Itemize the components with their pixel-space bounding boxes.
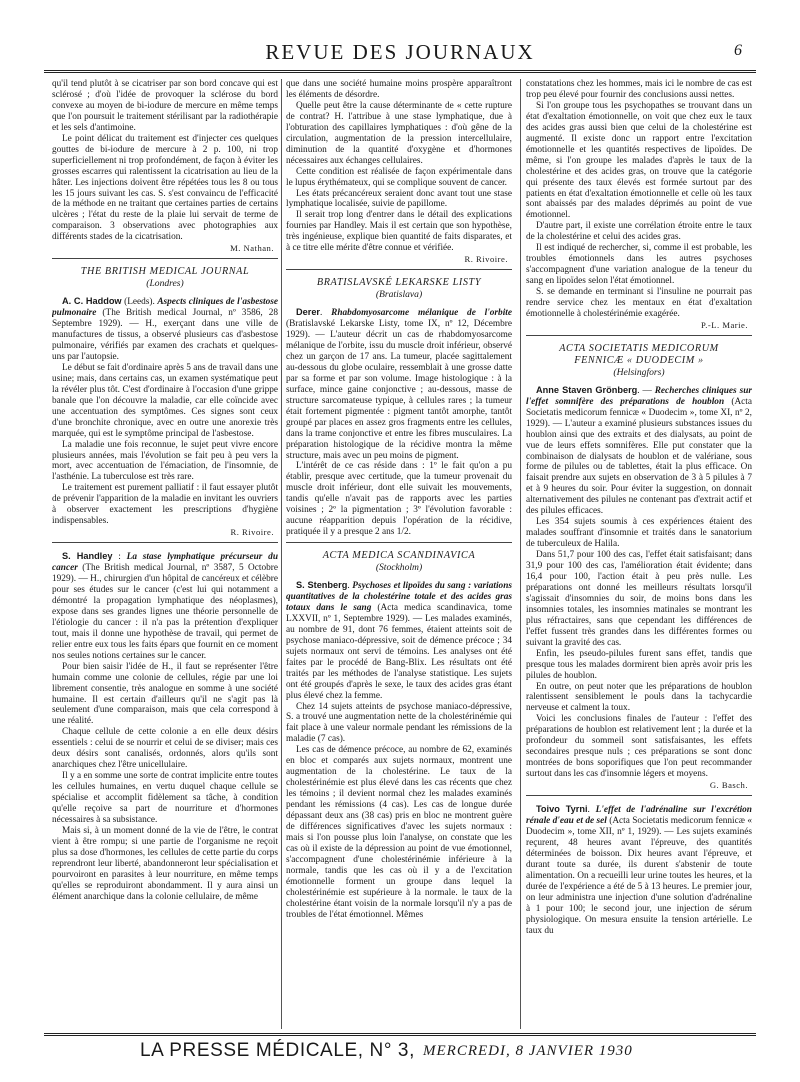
journal-place: (Bratislava) bbox=[375, 289, 423, 301]
article-title: Rhabdomyosarcome mélanique de l'orbite bbox=[331, 308, 512, 319]
page-number: 6 bbox=[734, 42, 742, 59]
article-abstract: Anne Staven Grönberg. — Recherches cliniques sur l'effet somnifère des préparations de houblon (Acta Societatis medicorum fennicæ « Duodecim », tome XI, nº 2, 1929). — L'auteur a examiné plusieurs substances issues du houblon ainsi que des extraits et des dialysats, au point de vue de leurs effets somnifères. Elle put constater que la combinaison de dialysats de houblon et de valériane, sous forme de pilules ou de tablettes, était la plus efficace. On faisait prendre aux sujets en observation de 3 à 5 pilules à 7 et à 9 heures du soir. Pour éviter la suggestion, on donnait alternativement des pilules ne contenant pas d'extrait actif et des pilules efficaces. bbox=[526, 384, 752, 517]
article-author: Toivo Tyrni bbox=[536, 804, 588, 815]
journal-place: (Londres) bbox=[146, 278, 184, 290]
header-rule bbox=[44, 70, 756, 73]
column-1 bbox=[52, 79, 278, 1029]
page-header bbox=[44, 40, 756, 66]
article-title: Aspects cliniques de l'asbestose pulmonaire bbox=[52, 297, 278, 319]
journal-title: ACTA SOCIETATIS MEDICORUM bbox=[559, 342, 719, 354]
paragraph: D'autre part, il existe une corrélation étroite entre le taux de la cholestérine et celui des acides gras. bbox=[526, 221, 752, 243]
article-abstract: S. Stenberg. Psychoses et lipoïdes du sang : variations quantitatives de la cholestérine totale et des acides gras totaux dans le sang (Acta medica scandinavica, tome LXXVII, nº 1, Septembre 1929). — Les malades examinés, au nombre de 91, dont 76 femmes, étaient atteints soit de psychose maniaco-dépressive, soit de démence précoce ; 34 sujets normaux ont servi de témoins. Les analyses ont été faites par le procédé de Bang-Blix. Les résultats ont été traités par les méthodes de l'analyse statistique. Les sujets ont été groupés d'après le sexe, le taux des acides gras étant plus élevé chez la femme. bbox=[286, 580, 512, 701]
article-abstract: Derer. Rhabdomyosarcome mélanique de l'orbite (Bratislavské Lekarske Listy, tome IX, nº 12, Décembre 1929). — L'auteur décrit un cas de rhabdomyosarcome mélanique de l'orbite, issu du muscle droit inférieur, observé chez un garçon de 17 ans. La tumeur, placée sagittalement au-dessous du globe oculaire, ressemblait à une grosse datte par sa forme et par son volume. Image histologique : à la surface, mince gaine conjonctive ; au-dessous, masse de structure sarcomateuse typique, à cellules rares ; la tumeur était fortement pigmentée : pigment tantôt amorphe, tantôt groupé par places en assez gros fragments entre les cellules, dans la trame conjonctive et entre les fibres musculaires. La préparation histologique de la récidive montra la même structure, mais avec un peu moins de pigment. bbox=[286, 307, 512, 461]
footer-journal: LA PRESSE MÉDICALE, N° 3, bbox=[140, 1040, 415, 1061]
article-reference: (Acta Societatis medicorum fennicæ « Duodecim », tome XI, nº 2, 1929). — L'auteur a examiné plusieurs substances issues du houblon ainsi que des extraits et des dialysats, au point de vue de leurs effets somnifères. Elle put constater que la combinaison de dialysats de houblon et de valériane, sous forme de pilules ou de tablettes, était la plus efficace. On faisait prendre aux sujets en observation de 3 à 5 pilules à 7 et à 9 heures du soir. Pour éviter la suggestion, on donnait alternativement des pilules ne contenant pas d'extrait actif et des pilules efficaces. bbox=[526, 396, 752, 517]
paragraph: Cette condition est réalisée de façon expérimentale dans le lupus érythémateux, qui se complique souvent de cancer. bbox=[286, 166, 512, 188]
signature: R. Rivoire. bbox=[464, 254, 508, 265]
article-abstract: Toivo Tyrni. L'effet de l'adrénaline sur l'excrétion rénale d'eau et de sel (Acta Societatis medicorum fennicæ « Duodecim », tome XII, nº 1, 1929). — Les sujets examinés reçurent, 48 heures avant l'épreuve, des quantités déterminées de boisson. Dix heures avant l'épreuve, et durant toute sa durée, ils durent s'abstenir de toute alimentation. On a recueilli leur urine toutes les heures, et la durée de l'expérience a été de 5 à 13 heures. Le premier jour, on leur administra une injection d'une solution d'adrénaline à 1 pour 100; le second jour, une injection de sérum physiologique. On mesura ensuite la tension artérielle. Le taux du bbox=[526, 804, 752, 936]
signature: G. Basch. bbox=[709, 780, 748, 791]
paragraph: Chaque cellule de cette colonie a en elle deux désirs essentiels : celui de se nourrir et celui de se diviser; mais ces deux désirs sont canalisés, ordonnés, alors qu'ils sont anarchiques chez l'être unicellulaire. bbox=[52, 727, 278, 771]
paragraph: Il serait trop long d'entrer dans le détail des explications fournies par Handley. Mais il est certain que son hypothèse, très ingénieuse, explique bien quantité de faits disparates, et à ce titre elle mérite d'être connue et vérifiée. bbox=[286, 210, 512, 254]
page-footer bbox=[44, 1040, 756, 1070]
journal-place: (Helsingfors) bbox=[613, 366, 665, 378]
article-reference: (Bratislavské Lekarske Listy, tome IX, nº 12, Décembre 1929). — L'auteur décrit un cas de rhabdomyosarcome mélanique de l'orbite, issu du muscle droit inférieur, observé chez un garçon de 17 ans. La tumeur, placée sagittalement au-dessous du globe oculaire, ressemblait à une grosse datte par sa forme et par son volume. Image histologique : à la surface, mince gaine conjonctive ; au-dessous, masse de structure sarcomateuse typique, à cellules rares ; la tumeur était fortement pigmentée : pigment tantôt amorphe, tantôt groupé par places en assez gros fragments entre les cellules, dans la trame conjonctive et entre les fibres musculaires. La préparation histologique de la récidive montra la même structure, mais avec un peu moins de pigment. bbox=[286, 319, 512, 461]
paragraph: qu'il tend plutôt à se cicatriser par son bord concave qui est sclérosé ; d'où l'idée de provoquer la sclérose du bord convexe au moyen de bi-iodure de mercure en même temps que l'on poursuit le traitement stérilisant par la radiothérapie et les sels d'antimoine. bbox=[52, 79, 278, 133]
column-3 bbox=[526, 79, 752, 1029]
signature: M. Nathan. bbox=[230, 243, 274, 254]
paragraph: L'intérêt de ce cas réside dans : 1º le fait qu'on a pu établir, presque avec certitude, que la tumeur provenait du muscle droit inférieur, dont elle suivait les mouvements, tandis qu'elle n'avait pas de rapports avec les parties voisines ; 2º la pigmentation ; 3º l'évolution favorable : aucune réapparition depuis l'opération de la récidive, pratiquée il y a presque 2 ans 1/2. bbox=[286, 461, 512, 538]
column-divider bbox=[520, 79, 521, 1029]
section-divider bbox=[286, 542, 512, 543]
paragraph: Pour bien saisir l'idée de H., il faut se représenter l'être humain comme une colonie de cellules, régie par une loi librement consentie, très analogue en somme à une société humaine. Il est certain d'ailleurs qu'il ne s'agit pas là seulement d'une comparaison, mais que cela correspond à une réalité. bbox=[52, 661, 278, 727]
article-title: L'effet de l'adrénaline sur l'excrétion rénale d'eau et de sel bbox=[526, 805, 752, 826]
article-author: Derer bbox=[296, 307, 321, 318]
journal-title-line-2: FENNICÆ « DUODECIM » bbox=[574, 354, 704, 366]
paragraph: constatations chez les hommes, mais ici le nombre de cas est trop peu élevé pour fournir des conclusions aussi nettes. bbox=[526, 79, 752, 100]
paragraph: Il y a en somme une sorte de contrat implicite entre toutes les cellules humaines, en vertu duquel chaque cellule se spécialise et accomplit fidèlement sa tâche, à condition qu'elle reçoive sa part de nourriture et d'hormones nécessaires à sa subsistance. bbox=[52, 771, 278, 825]
article-author: Anne Staven Grönberg bbox=[536, 384, 638, 395]
article-title: Recherches cliniques sur l'effet somnifère des préparations de houblon bbox=[526, 385, 752, 407]
paragraph: Les états précancéreux seraient donc avant tout une stase lymphatique localisée, suivie de papillome. bbox=[286, 188, 512, 210]
journal-title: BRATISLAVSKÉ LEKARSKE LISTY bbox=[316, 277, 482, 289]
paragraph: Voici les conclusions finales de l'auteur : l'effet des préparations de houblon est relativement lent ; la durée et la profondeur du sommeil sont satisfaisantes, les effets secondaires presque nuls ; ces préparations se sont donc montrées de bons soporifiques que l'on peut recommander surtout dans les cas d'insomnie légers et moyens. bbox=[526, 714, 752, 780]
paragraph: Le début se fait d'ordinaire après 5 ans de travail dans une usine; mais, dans certains cas, un examen systématique peut la révéler plus tôt. C'est d'ordinaire à l'occasion d'une grippe banale que l'on découvre la maladie, car elle coïncide avec une accentuation des symptômes. Ces signes sont ceux d'une bronchite chronique, avec en outre une anorexie très marquée, qui est le symptôme principal de l'asbestose. bbox=[52, 362, 278, 439]
section-divider bbox=[52, 258, 278, 259]
paragraph: La maladie une fois reconnue, le sujet peut vivre encore plusieurs années, mais l'évolution se fait peu à peu vers la mort, avec accentuation de l'émaciation, de l'insomnie, de l'asthénie. La tuberculose est très rare. bbox=[52, 439, 278, 483]
article-author: S. Handley bbox=[62, 551, 113, 562]
journal-title: THE BRITISH MEDICAL JOURNAL bbox=[80, 266, 250, 278]
paragraph: Dans 51,7 pour 100 des cas, l'effet était satisfaisant; dans 31,9 pour 100 des cas, l'amélioration était évidente; dans 16,4 pour 100, l'action était à peu près nulle. Les préparations ont donné les meilleurs résultats lorsqu'il s'agissait d'insomnies du soir, de moins bons dans les insomnies totales, les insomnies matinales se montrant les plus réfractaires, sans que cependant les différences de l'effet fussent très grandes dans les différentes formes ou suivant la gravité des cas. bbox=[526, 550, 752, 648]
article-reference: (The British medical Journal, nº 3587, 5 Octobre 1929). — H., chirurgien d'un hôpital de cancéreux et célèbre pour ses études sur le cancer (c'est lui qui notamment a démontré la propagation lymphatique des néoplasmes), expose dans ses grandes lignes une théorie personnelle de l'étiologie du cancer : il n'a pas la prétention d'expliquer tout, mais il donne une hypothèse de travail, qui permet de relier entre eux tous les faits épars que fournit en ce moment nos seules notions certaines sur le cancer. bbox=[52, 563, 278, 661]
paragraph: Les 354 sujets soumis à ces expériences étaient des malades souffrant d'insomnie et traités dans le sanatorium de tuberculeux de Halila. bbox=[526, 517, 752, 550]
article-reference: (Acta Societatis medicorum fennicæ « Duodecim », tome XII, nº 1, 1929). — Les sujets examinés reçurent, 48 heures avant l'épreuve, des quantités déterminées de boisson. Dix heures avant l'épreuve, et durant toute sa durée, ils durent s'abstenir de toute alimentation. On a recueilli leur urine toutes les heures, et la durée de l'expérience a été de 5 à 13 heures. Le premier jour, on leur administra une injection d'une solution d'adrénaline à 1 pour 100; le second jour, une injection de sérum physiologique. On mesura ensuite la tension artérielle. Le taux du bbox=[526, 816, 752, 936]
footer-rule bbox=[44, 1033, 756, 1036]
paragraph: Enfin, les pseudo-pilules furent sans effet, tandis que presque tous les malades dormirent bien après avoir pris les pilules de houblon. bbox=[526, 648, 752, 681]
paragraph: Si l'on groupe tous les psychopathes se trouvant dans un état d'exaltation émotionnelle, on voit que chez eux le taux des acides gras aussi bien que celui de la cholestérine est augmenté. Il existe donc un rapport entre l'excitation émotionnelle et les quantités respectives de lipoïdes. De même, si l'on groupe les malades d'après le taux de la cholestérine et des acides gras, on trouve que la catégorie qui présente des taux élevés est formée surtout par des patients en état d'exaltation émotionnelle et celle où les taux sont abaissés par des malades déprimés au point de vue émotionnel. bbox=[526, 100, 752, 221]
section-divider bbox=[52, 542, 278, 543]
footer-date: MERCREDI, 8 JANVIER 1930 bbox=[423, 1043, 633, 1059]
article-title: Psychoses et lipoïdes du sang : variations quantitatives de la cholestérine totale et des acides gras totaux dans le sang bbox=[286, 581, 512, 613]
article-reference: (The British medical Journal, nº 3586, 28 Septembre 1929). — H., exerçant dans une ville de manufactures de tissus, a observé plusieurs cas d'asbestose pulmonaire, vérifiés par examen des crachats et quelques-uns par l'autopsie. bbox=[52, 308, 278, 362]
paragraph: Mais si, à un moment donné de la vie de l'être, le contrat vient à être rompu; si une partie de l'organisme ne reçoit plus sa dose d'hormones, les cellules de cette partie du corps reprendront leur liberté, abandonneront leur spécialisation et pourvoiront en parasites à leur nourriture, en même temps qu'elles se reproduiront abondamment. Il y aura ainsi un élément anarchique dans la colonie cellulaire, de même bbox=[52, 825, 278, 902]
paragraph: En outre, on peut noter que les préparations de houblon ralentissent sensiblement le pouls dans la tachycardie nerveuse et calment la toux. bbox=[526, 681, 752, 714]
article-author: S. Stenberg bbox=[296, 580, 348, 591]
section-divider bbox=[286, 269, 512, 270]
article-abstract: S. Handley : La stase lymphatique précurseur du cancer (The British medical Journal, nº 3587, 5 Octobre 1929). — H., chirurgien d'un hôpital de cancéreux et célèbre pour ses études sur le cancer (c'est lui qui notamment a démontré la propagation lymphatique des néoplasmes), expose dans ses grandes lignes une théorie personnelle de l'étiologie du cancer : il n'a pas la prétention d'expliquer tout, mais il donne une hypothèse de travail, qui permet de relier entre eux tous les faits épars que fournit en ce moment nos seules notions certaines sur le cancer. bbox=[52, 551, 278, 661]
signature: P.-L. Marie. bbox=[700, 319, 748, 330]
article-author: A. C. Haddow bbox=[62, 296, 122, 307]
paragraph: Quelle peut être la cause déterminante de « cette rupture de contrat? H. l'attribue à une stase lymphatique, due à l'obturation des capillaires lymphatiques : d'où gêne de la circulation, augmentation de la pression intercellulaire, diminution de la quantité d'oxygène et d'hormones nécessaires aux échanges cellulaires. bbox=[286, 100, 512, 166]
paragraph: Chez 14 sujets atteints de psychose maniaco-dépressive, S. a trouvé une augmentation nette de la cholestérinémie qui fait place à une valeur normale pendant les rémissions de la maladie (7 cas). bbox=[286, 701, 512, 745]
column-divider bbox=[281, 79, 282, 1029]
author-city: (Leeds). bbox=[121, 297, 158, 308]
paragraph: que dans une société humaine moins prospère apparaîtront les éléments de désordre. bbox=[286, 79, 512, 100]
journal-title: ACTA MEDICA SCANDINAVICA bbox=[322, 550, 476, 562]
paragraph: Il est indiqué de rechercher, si, comme il est probable, les troubles émotionnels dans les autres psychoses s'accompagnent d'une variation analogue de la teneur du sang en lipoïdes selon l'état émotionnel. bbox=[526, 243, 752, 287]
column-2 bbox=[286, 79, 512, 1029]
section-title: REVUE DES JOURNAUX bbox=[265, 40, 535, 64]
article-abstract bbox=[52, 296, 278, 363]
paragraph: S. se demande en terminant si l'insuline ne pourrait pas rendre service chez les mentaux en état d'exaltation émotionnelle à cholestérinémie exagérée. bbox=[526, 287, 752, 320]
journal-place: (Stockholm) bbox=[375, 562, 423, 574]
article-title: La stase lymphatique précurseur du cancer bbox=[52, 552, 278, 574]
paragraph: Le point délicat du traitement est d'injecter ces quelques gouttes de bi-iodure de mercure à 2 p. 100, ni trop superficiellement ni trop profondément, de façon à éviter les grosses escarres qui ralentissent la cicatrisation au lieu de la hâter. Les injections doivent être répétées tous les 8 ou tous les 15 jours suivant les cas. S. s'est convaincu de l'efficacité de la méthode en ne traitant que certaines parties de certains ulcères ; l'état du reste de la plaie lui servait de terme de comparaison. 3 observations avec photographies aux différents stades de la cicatrisation. bbox=[52, 133, 278, 243]
section-divider bbox=[526, 335, 752, 336]
paragraph: Les cas de démence précoce, au nombre de 62, examinés en bloc et comparés aux sujets normaux, montrent une augmentation de la cholestérine. Le taux de la cholestérinémie est plus élevé dans les cas récents que chez les témoins ; il devient normal chez les malades examinés pendant les rémissions (4 cas). Les cas de longue durée dépassant deux ans (38 cas) pris en bloc ne montrent guère de différences significatives d'avec les sujets normaux : mais si l'on pousse plus loin l'analyse, on constate que les cas où il existe de la dépression au point de vue émotionnel, s'accompagnent d'une cholestérinémie inférieure à la normale, tandis que les cas où il y a de l'excitation émotionnelle forment un groupe dans lequel la cholestérinémie est supérieure à la normale. le taux de la cholestérine étant voisin de la normale lorsqu'il n'y a pas de troubles de l'état émotionnel. Mêmes bbox=[286, 745, 512, 920]
section-divider bbox=[526, 795, 752, 796]
signature: R. Rivoire. bbox=[230, 527, 274, 538]
paragraph: Le traitement est purement palliatif : il faut essayer plutôt de prévenir l'apparition de la maladie en invitant les ouvriers à observer exactement les prescriptions d'hygiène indispensables. bbox=[52, 483, 278, 527]
article-reference: (Acta medica scandinavica, tome LXXVII, nº 1, Septembre 1929). — Les malades examinés, au nombre de 91, dont 76 femmes, étaient atteints soit de psychose maniaco-dépressive, soit de démence précoce ; 34 sujets normaux ont servi de témoins. Les analyses ont été faites par le procédé de Bang-Blix. Les résultats ont été traités par les méthodes de l'analyse statistique. Les sujets ont été groupés d'après le sexe, le taux des acides gras étant plus élevé chez la femme. bbox=[286, 602, 512, 701]
